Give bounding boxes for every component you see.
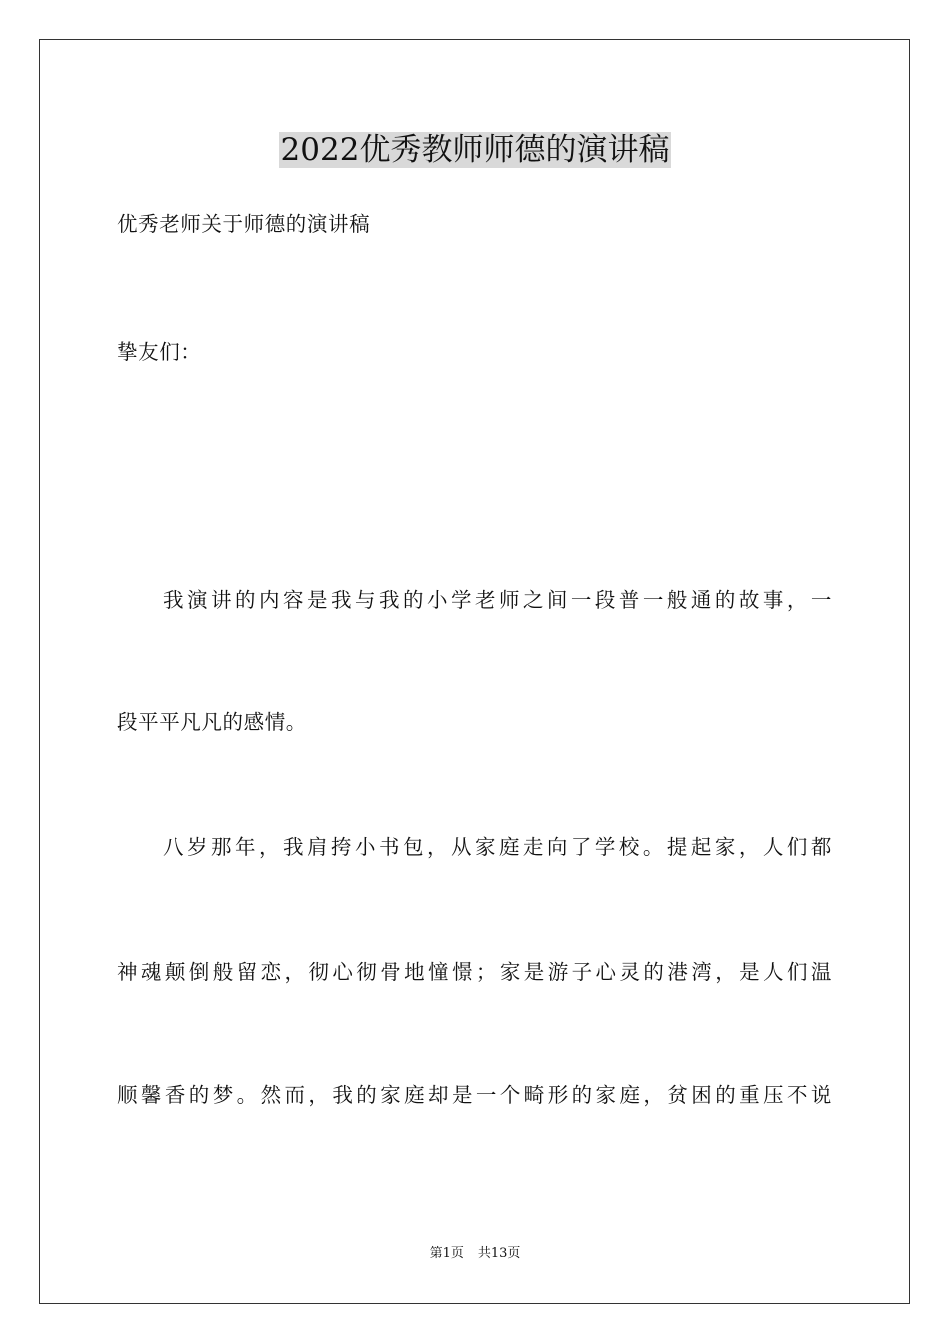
paragraph-1-line-1: 我演讲的内容是我与我的小学老师之间一段普一般通的故事，一 — [163, 588, 832, 612]
document-title — [0, 128, 950, 172]
page-number: 第1页 — [429, 1246, 464, 1261]
greeting: 挚友们： — [117, 340, 202, 364]
document-subtitle: 优秀老师关于师德的演讲稿 — [117, 212, 371, 236]
paragraph-2-line-2: 神魂颠倒般留恋，彻心彻骨地憧憬；家是游子心灵的港湾，是人们温 — [117, 960, 832, 984]
document-title-text: 2022优秀教师师德的演讲稿 — [280, 132, 670, 168]
page-total: 共13页 — [477, 1246, 521, 1261]
paragraph-1-line-2: 段平平凡凡的感情。 — [117, 710, 307, 734]
paragraph-2-line-1: 八岁那年，我肩挎小书包，从家庭走向了学校。提起家，人们都 — [163, 835, 832, 859]
page-footer — [0, 1245, 950, 1263]
paragraph-2-line-3: 顺馨香的梦。然而，我的家庭却是一个畸形的家庭，贫困的重压不说 — [117, 1083, 832, 1107]
